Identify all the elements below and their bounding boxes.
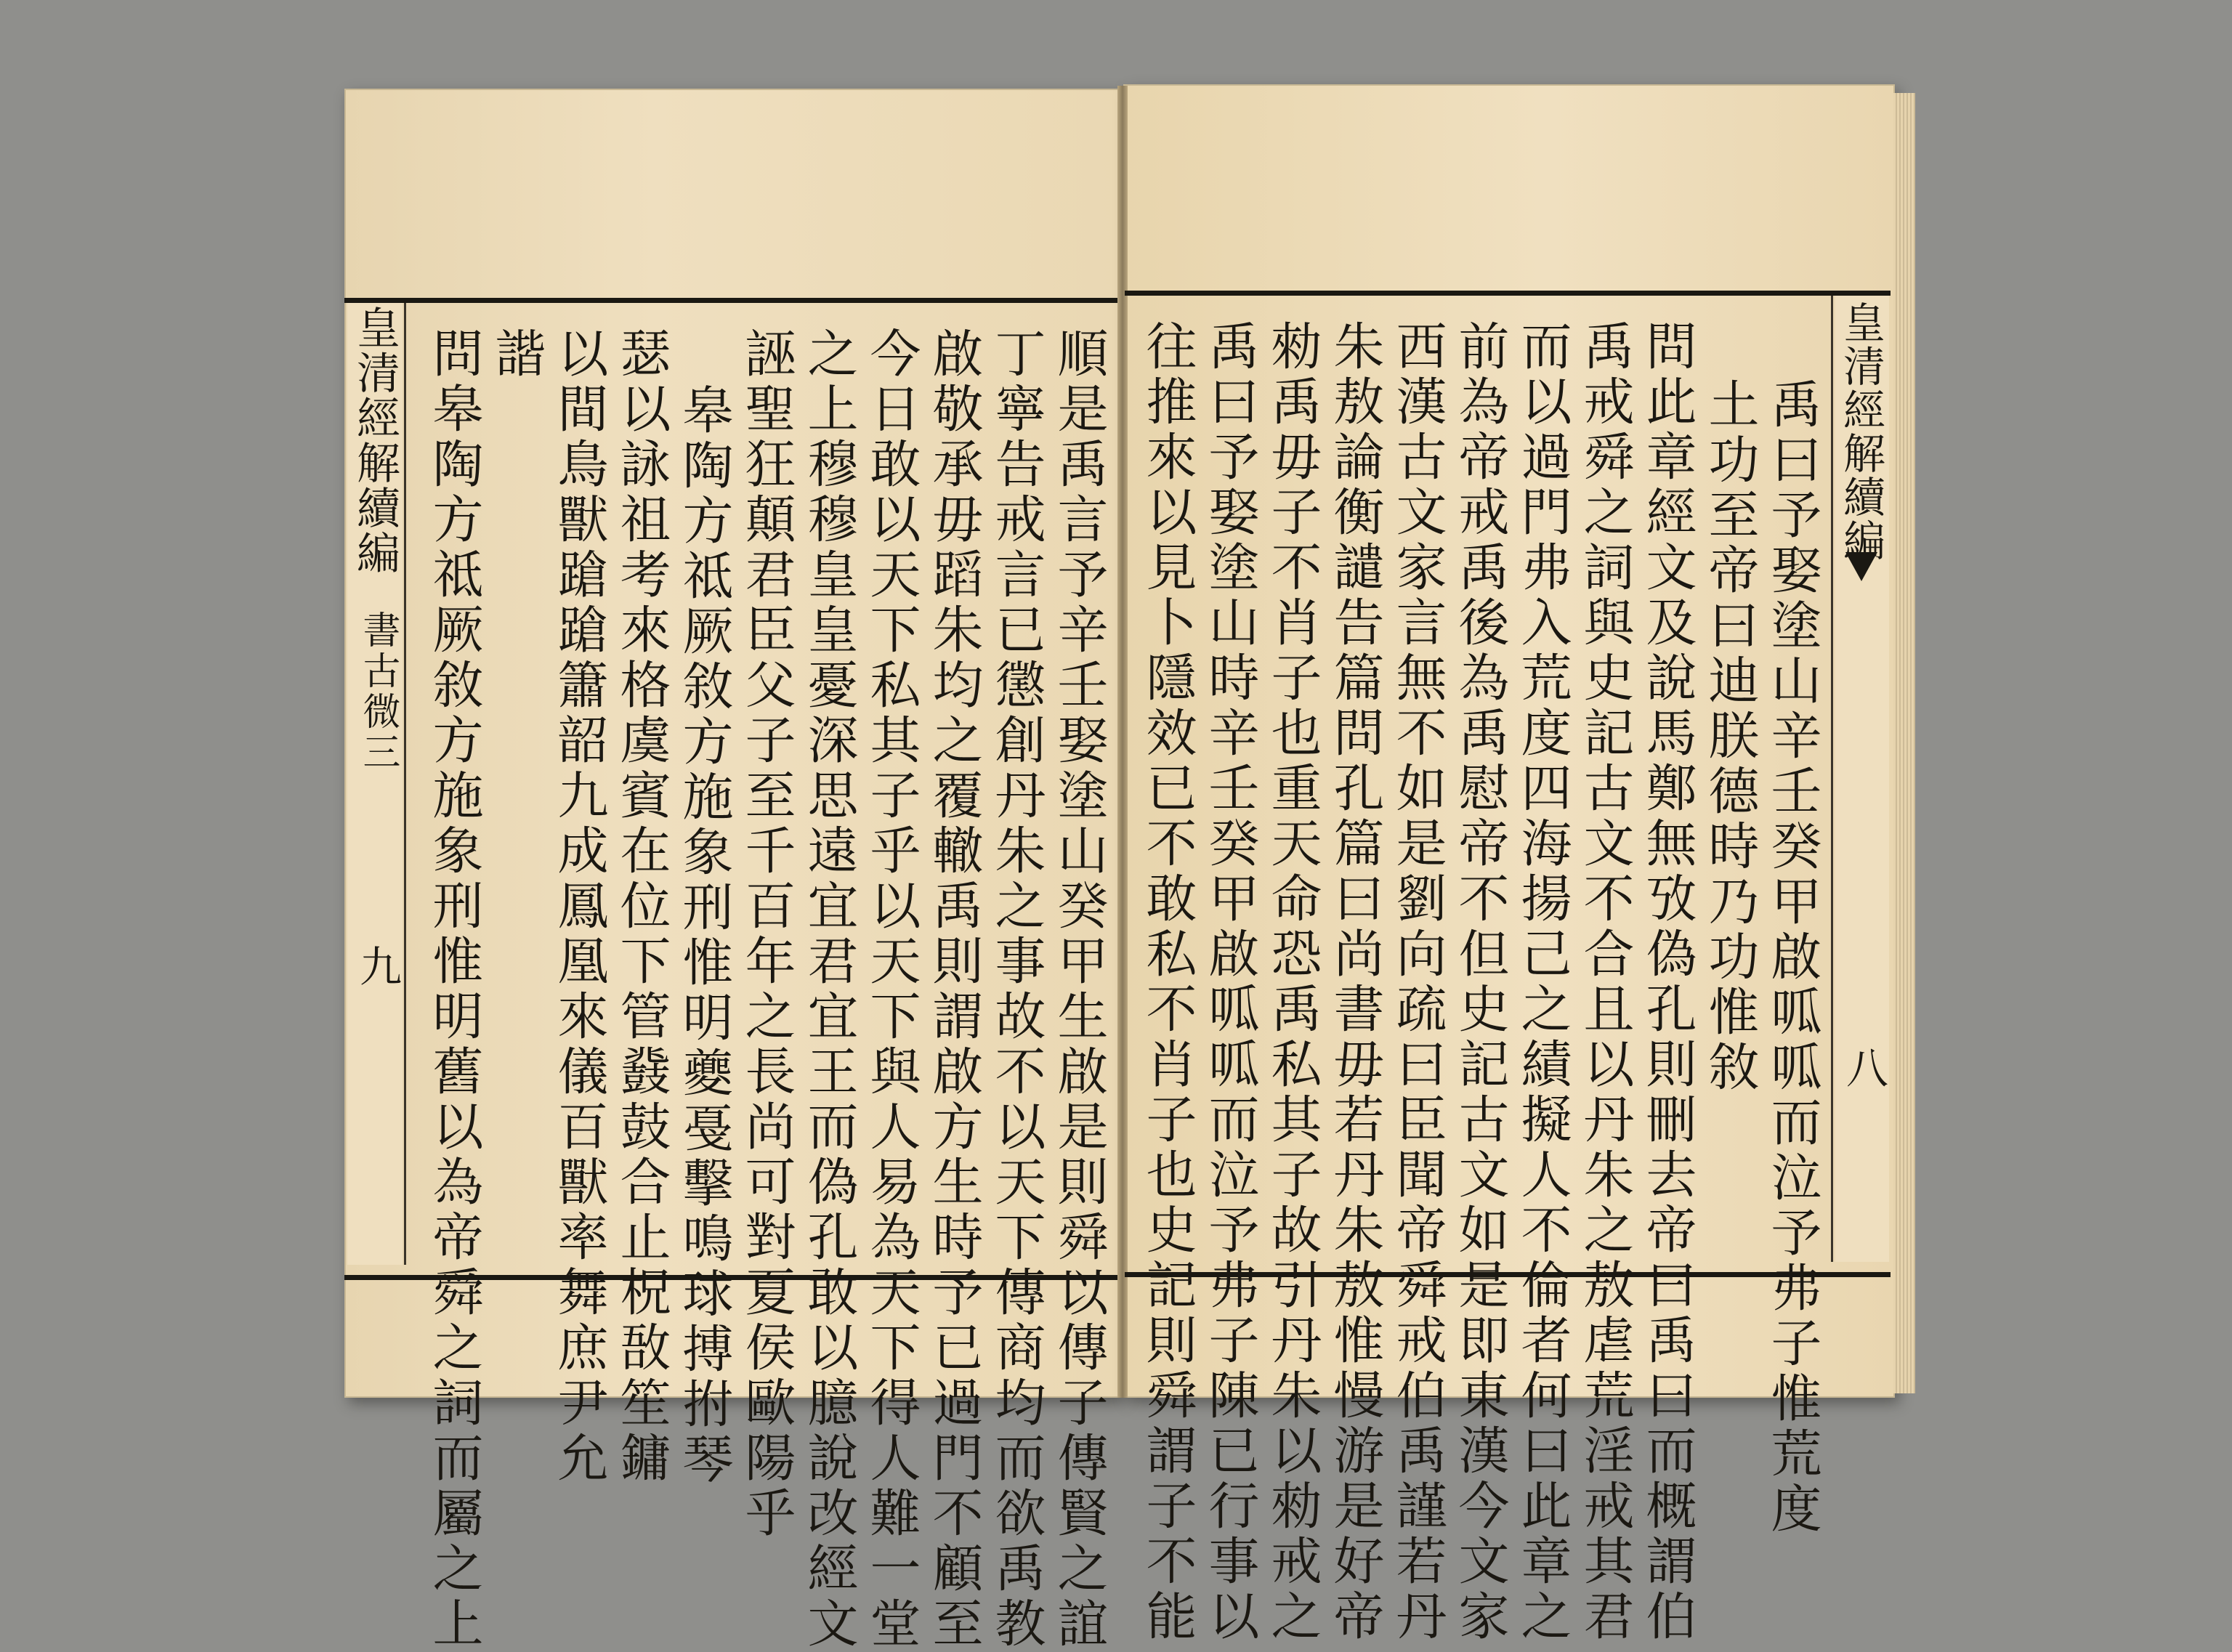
right-col-1: 禹曰予娶塗山辛壬癸甲啟呱呱而泣予弗子惟荒度: [1763, 378, 1822, 1537]
right-col-6: 前為帝戒禹後為禹慰帝不但史記古文如是即東漢今文家: [1450, 320, 1510, 1645]
right-col-10: 禹曰予娶塗山時辛壬癸甲啟呱呱而泣予弗子陳已行事以: [1200, 320, 1260, 1645]
right-center-title: 皇清經解續編: [1836, 301, 1885, 562]
right-col-2: 土功至帝曰迪朕德時乃功惟敘: [1700, 378, 1760, 1096]
left-col-10: 諧: [487, 327, 546, 382]
right-col-9: 勑禹毋子不肖子也重天命恐禹私其子故引丹朱以勑戒之: [1263, 320, 1322, 1645]
left-col-6: 誣聖狂顛君臣父子至千百年之長尚可對夏侯歐陽乎: [737, 327, 796, 1542]
right-col-8: 朱敖論衡譴告篇問孔篇曰尚書毋若丹朱敖惟慢游是好帝: [1325, 320, 1385, 1645]
right-banxin-rule: [1831, 296, 1833, 1262]
left-col-11: 問皋陶方祗厥敘方施象刑惟明舊以為帝舜之詞而屬之上: [424, 327, 484, 1652]
page-stack-edge: [1893, 93, 1915, 1393]
left-col-4: 今日敢以天下私其子乎以天下與人易為天下得人難一堂: [862, 327, 921, 1652]
left-col-8: 瑟以詠祖考來格虞賓在位下管鼗鼓合止柷敔笙鏞: [612, 327, 671, 1486]
left-center-section: 書古微三: [356, 610, 400, 773]
left-col-1: 順是禹言予辛壬娶塗山癸甲生啟是則舜以傳子傳賢之誼: [1049, 327, 1109, 1652]
right-col-3: 問此章經文及說馬鄭無攷偽孔則刪去帝曰禹曰而概謂伯: [1638, 320, 1697, 1645]
left-center-title: 皇清經解續編: [349, 305, 400, 575]
right-col-11: 往推來以見卜隱效已不敢私不肖子也史記則舜謂子不能: [1138, 320, 1197, 1645]
right-col-5: 而以過門弗入荒度四海揚己之績擬人不倫者何曰此章之: [1513, 320, 1572, 1645]
left-banxin-rule: [404, 303, 406, 1265]
left-col-9: 以間鳥獸蹌蹌簫韶九成鳳凰來儀百獸率舞庶尹允: [549, 327, 609, 1486]
right-col-7: 西漢古文家言無不如是劉向疏曰臣聞帝舜戒伯禹謹若丹: [1388, 320, 1447, 1645]
right-folio: 八: [1839, 1046, 1888, 1093]
left-folio: 九: [352, 944, 402, 991]
left-col-7: 皋陶方祗厥敘方施象刑惟明夔戞擊鳴球搏拊琴: [674, 384, 734, 1488]
left-col-3: 啟敬承毋蹈朱均之覆轍禹則謂啟方生時予已過門不顧至: [924, 327, 984, 1652]
left-col-2: 丁寧告戒言已懲創丹朱之事故不以天下傳商均而欲禹教: [987, 327, 1046, 1652]
right-col-4: 禹戒舜之詞與史記古文不合且以丹朱之敖虐荒淫戒其君: [1575, 320, 1635, 1645]
left-col-5: 之上穆穆皇皇憂深思遠宜君宜王而偽孔敢以臆說改經文: [799, 327, 859, 1652]
